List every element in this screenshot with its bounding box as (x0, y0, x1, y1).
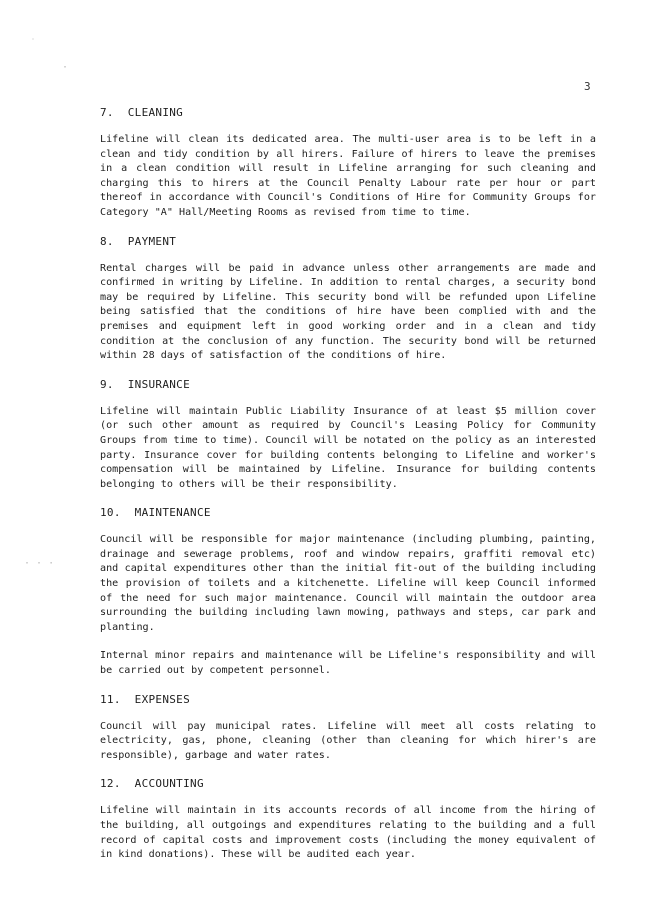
section-heading (100, 506, 596, 519)
section-heading (100, 378, 596, 391)
section-number: 9. (100, 377, 114, 391)
section-paragraph: Lifeline will maintain Public Liability Insurance of at least $5 million cover (or such other amount as required by Council's Leasing Policy for Community Groups from time to time). Council will be notated on the policy as an interested party. Insurance cover for building contents belonging to Lifeline and worker's compensation will be maintained by Lifeline. Insurance for building contents belonging to others will be their responsibility. (100, 405, 596, 490)
section-title: INSURANCE (127, 377, 191, 391)
section-paragraph: Council will be responsible for major maintenance (including plumbing, painting, drainage and sewerage problems, roof and window repairs, graffiti removal etc) and capital expenditures other than the initial fit-out of the building including the provision of toilets and a kitchenette. Lifeline will keep Council informed of the need for such major maintenance. Council will maintain the outdoor area surrounding the building including lawn mowing, pathways and steps, car park and planting. (100, 534, 596, 633)
scan-speck: ˙ (30, 38, 37, 49)
section-title: ACCOUNTING (134, 777, 204, 791)
section-number: 10. (100, 506, 121, 520)
section-paragraph: Rental charges will be paid in advance unless other arrangements are made and confirmed in writing by Lifeline. In addition to rental charges, a security bond may be required by Lifeline. This security bond will be refunded upon Lifeline being satisfied that the conditions of hire have been complied with and the premises and equipment left in good working order and in a clean and tidy condition at the conclusion of any function. The security bond will be returned within 28 days of satisfaction of the conditions of hire. (100, 262, 596, 362)
section-insurance (100, 378, 596, 493)
section-heading (100, 693, 596, 706)
scan-speck: · · · (24, 558, 55, 569)
section-title: MAINTENANCE (134, 506, 211, 520)
section-paragraph: Council will pay municipal rates. Lifeline will meet all costs relating to electricity, gas, phone, cleaning (other than cleaning for which hirer's are responsible), garbage and water rates. (100, 720, 596, 761)
section-maintenance (100, 506, 596, 678)
section-accounting (100, 777, 596, 862)
section-heading (100, 106, 596, 119)
section-number: 7. (100, 106, 114, 119)
section-paragraph: Internal minor repairs and maintenance will be Lifeline's responsibility and will be carried out by competent personnel. (100, 650, 596, 677)
section-heading (100, 235, 596, 248)
section-expenses (100, 693, 596, 764)
section-number: 12. (100, 777, 121, 791)
section-number: 8. (100, 234, 114, 248)
section-title: PAYMENT (127, 234, 177, 248)
section-number: 11. (100, 692, 121, 706)
section-title: EXPENSES (134, 692, 191, 706)
section-paragraph: Lifeline will clean its dedicated area. The multi-user area is to be left in a clean and tidy condition by all hirers. Failure of hirers to leave the premises in a clean condition will result in Lifeline arranging for such cleaning and charging this to hirers at the Council Penalty Labour rate per hour or part thereof in accordance with Council's Conditions of Hire for Community Groups for Category "A" Hall/Meeting Rooms as revised from time to time. (100, 134, 596, 218)
scan-speck: · (62, 62, 69, 73)
section-heading (100, 777, 596, 790)
page-number: 3 (584, 80, 591, 93)
section-cleaning (100, 106, 596, 221)
section-title: CLEANING (127, 106, 184, 119)
document-body (100, 106, 596, 877)
section-payment (100, 235, 596, 364)
section-paragraph: Lifeline will maintain in its accounts records of all income from the hiring of the building, all outgoings and expenditures relating to the building and a full record of capital costs and improvement costs (including the money equivalent of in kind donations). These will be audited each year. (100, 805, 596, 861)
